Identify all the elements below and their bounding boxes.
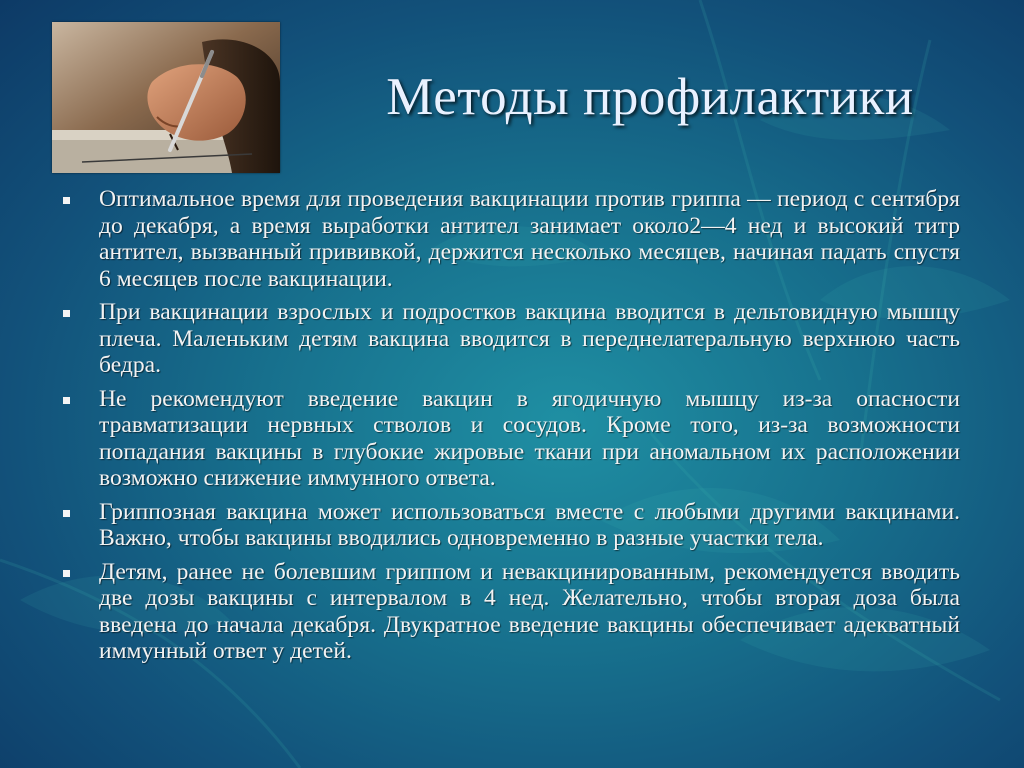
- hand-pen-photo: [52, 22, 280, 173]
- square-bullet-icon: [63, 310, 70, 317]
- square-bullet-icon: [63, 570, 70, 577]
- hand-pen-icon: [52, 22, 280, 173]
- bullet-text: Не рекомендуют введение вакцин в ягодичную мышцу из-за опасности травматизации нервных стволов и сосудов. Кроме того, из-за возможности попадания вакцины в глубокие жировые ткани при аномальном их расположении возможно снижение иммунного ответа.: [99, 385, 960, 491]
- bullet-text: Оптимальное время для проведения вакцинации против гриппа — период с сентября до декабря, а время выработки антител занимает около2—4 нед и высокий титр антител, вызванный прививкой, держится несколько месяцев, начиная падать спустя 6 месяцев после вакцинации.: [99, 186, 960, 292]
- square-bullet-icon: [63, 397, 70, 404]
- bullet-item: [62, 299, 960, 379]
- slide-title: Методы профилактики: [386, 68, 914, 126]
- bullet-text: При вакцинации взрослых и подростков вакцина вводится в дельтовидную мышцу плеча. Маленьким детям вакцина вводится в переднелатеральную верхнюю часть бедра.: [99, 299, 960, 378]
- bullet-text: Детям, ранее не болевшим гриппом и невакцинированным, рекомендуется вводить две дозы вакцины с интервалом в 4 нед. Желательно, чтобы вторая доза была введена до начала декабря. Двукратное введение вакцины обеспечивает адекватный иммунный ответ у детей.: [99, 558, 960, 664]
- bullet-list: [62, 186, 960, 672]
- bullet-item: [62, 559, 960, 665]
- square-bullet-icon: [63, 510, 70, 517]
- bullet-item: [62, 386, 960, 492]
- bullet-item: [62, 499, 960, 552]
- bullet-item: [62, 186, 960, 292]
- square-bullet-icon: [63, 197, 70, 204]
- bullet-text: Гриппозная вакцина может использоваться вместе с любыми другими вакцинами. Важно, чтобы вакцины вводились одновременно в разные участки тела.: [99, 498, 960, 551]
